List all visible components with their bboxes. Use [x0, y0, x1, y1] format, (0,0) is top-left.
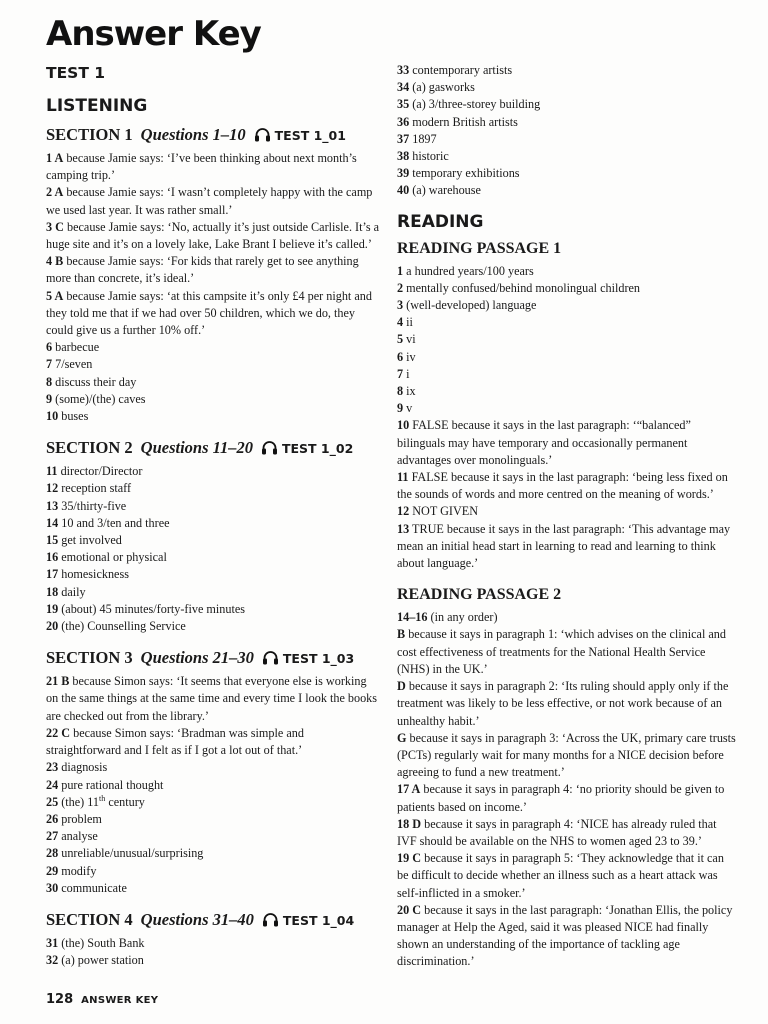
answer-number: 19 — [46, 601, 59, 616]
answer-text: because it says in paragraph 4: ‘no priority should be given to patients based on income.’ — [397, 782, 725, 814]
answer-number: 2 A — [46, 185, 64, 200]
answer-item — [397, 609, 737, 626]
section-4-continued — [397, 62, 737, 200]
answer-item — [46, 339, 380, 356]
answer-item — [46, 777, 380, 794]
answer-text: get involved — [58, 533, 122, 548]
answer-text: diagnosis — [58, 760, 108, 775]
page-number: 128 — [46, 992, 74, 1007]
answer-number: 34 — [397, 80, 410, 95]
answer-list — [46, 150, 380, 425]
listening-section — [46, 124, 380, 425]
audio-track-label: TEST 1_04 — [282, 912, 355, 928]
answer-item — [46, 863, 380, 880]
headphones-icon — [262, 650, 279, 665]
answer-text: ii — [403, 315, 413, 330]
answer-item — [46, 408, 380, 425]
answer-item — [397, 383, 737, 400]
answer-text: modern British artists — [409, 114, 518, 129]
section-label: SECTION 1 — [46, 125, 133, 144]
answer-number: 10 — [397, 418, 410, 433]
questions-range: Questions 21–30 — [140, 648, 254, 668]
audio-track-icon — [254, 126, 271, 148]
answer-item — [397, 816, 737, 850]
answer-text: 35/thirty-five — [58, 498, 127, 513]
left-column — [46, 62, 380, 969]
answer-item — [397, 626, 737, 678]
page-title: Answer Key — [46, 14, 261, 54]
headphones-icon — [254, 127, 271, 142]
answer-text: modify — [58, 863, 97, 878]
answer-text: FALSE because it says in the last paragraph: ‘being less fixed on the sounds of words and more centred on the meaning of words.’ — [397, 470, 728, 502]
reading-passage — [397, 238, 737, 573]
answer-number: 39 — [397, 166, 410, 181]
answer-number: 18 — [46, 584, 59, 599]
answer-text: (in any order) — [427, 610, 498, 625]
section-label: SECTION 2 — [46, 438, 133, 458]
audio-track-label: TEST 1_02 — [281, 441, 354, 457]
answer-number: 6 — [46, 340, 53, 355]
answer-number: 2 — [397, 280, 404, 295]
answer-text: buses — [58, 409, 89, 424]
answer-number: 25 — [46, 794, 59, 809]
answer-list — [46, 463, 380, 635]
answer-text: (the) Counselling Service — [58, 619, 186, 634]
answer-item — [46, 725, 380, 759]
answer-number: 27 — [46, 829, 59, 844]
answer-item — [46, 584, 380, 601]
answer-text: daily — [58, 584, 86, 599]
answer-number: 26 — [46, 811, 59, 826]
answer-number: 40 — [397, 183, 410, 198]
footer-label: ANSWER KEY — [81, 995, 159, 1006]
answer-text: because Jamie says: ‘No, actually it’s just outside Carlisle. It’s a huge site and it’s on a lovely lake, Lake Brant I believe it’s called.’ — [46, 219, 380, 252]
answer-item — [397, 503, 737, 520]
answer-text: 10 and 3/ten and three — [58, 515, 170, 530]
answer-number: 4 — [397, 315, 404, 330]
answer-item — [397, 96, 737, 113]
answer-number: 9 — [397, 401, 404, 416]
audio-track-icon — [261, 439, 278, 461]
answer-text: ix — [403, 384, 416, 399]
answer-item — [46, 673, 380, 725]
questions-range: Questions 31–40 — [140, 909, 254, 929]
answer-number: 31 — [46, 935, 59, 950]
answer-number: 11 — [46, 464, 58, 479]
answer-item — [46, 253, 380, 287]
section-heading-4 — [46, 909, 380, 933]
reading-passage — [397, 584, 737, 970]
answer-item — [46, 811, 380, 828]
answer-item — [397, 902, 737, 971]
answer-text: vi — [403, 332, 416, 347]
answer-text: historic — [409, 149, 449, 164]
reading-heading: READING — [397, 211, 484, 232]
answer-item — [397, 148, 737, 165]
answer-text: because it says in paragraph 2: ‘Its ruling should apply only if the treatment was likely to be less effective, or not work because of an unhealthy habit.’ — [397, 679, 729, 728]
answer-text: because Jamie says: ‘I’ve been thinking about next month’s camping trip.’ — [46, 151, 357, 183]
answer-text: v — [403, 401, 413, 416]
answer-number: 19 C — [397, 851, 422, 866]
answer-text: unreliable/unusual/surprising — [58, 846, 204, 861]
answer-number: 9 — [46, 391, 53, 406]
answer-number: 11 — [397, 470, 409, 485]
answer-item — [397, 678, 737, 730]
answer-text: i — [403, 366, 410, 381]
answer-text: (a) 3/three-storey building — [409, 97, 541, 112]
answer-text: TRUE because it says in the last paragraph: ‘This advantage may mean an initial head start in learning to read and learning to think about language.’ — [397, 521, 731, 571]
answer-text: a hundred years/100 years — [403, 263, 534, 278]
answer-item — [397, 850, 737, 902]
answer-number: 5 — [397, 332, 404, 347]
reading-passages — [397, 238, 737, 971]
answer-number: 20 C — [397, 902, 422, 917]
answer-text: pure rational thought — [58, 777, 164, 792]
answer-item — [46, 391, 380, 408]
answer-number: 20 — [46, 619, 59, 634]
answer-text: barbecue — [52, 340, 100, 355]
answer-text: director/Director — [57, 464, 143, 479]
answer-item — [397, 331, 737, 348]
section-heading-1 — [46, 124, 380, 148]
right-column — [397, 62, 737, 971]
answer-item — [397, 314, 737, 331]
passage-heading: READING PASSAGE 1 — [397, 239, 562, 257]
answer-item — [46, 532, 380, 549]
answer-item — [397, 400, 737, 417]
answer-number: 8 — [46, 374, 53, 389]
answer-item — [397, 114, 737, 131]
answer-text: contemporary artists — [409, 63, 513, 77]
audio-track-icon — [262, 649, 279, 671]
answer-number: 3 C — [46, 219, 64, 234]
answer-item — [46, 219, 380, 253]
answer-number: 14–16 — [397, 610, 428, 625]
questions-range: Questions 11–20 — [140, 438, 253, 458]
headphones-icon — [262, 912, 279, 927]
passage-heading: READING PASSAGE 2 — [397, 586, 562, 604]
answer-item — [397, 366, 737, 383]
answer-text: 7/seven — [52, 357, 93, 372]
answer-text: (a) warehouse — [409, 183, 481, 198]
answer-item — [397, 521, 737, 573]
answer-text: because Jamie says: ‘I wasn’t completely happy with the camp we used last year. It was rather small.’ — [46, 185, 373, 217]
answer-number: 10 — [46, 409, 59, 424]
answer-item — [46, 150, 380, 184]
answer-item — [46, 845, 380, 862]
answer-text: because it says in paragraph 3: ‘Across the UK, primary care trusts (PCTs) regularly wait for many months for a NICE decision before agreeing to fund a new treatment.’ — [397, 730, 736, 780]
answer-text: because it says in paragraph 4: ‘NICE has already ruled that IVF should be available on the NHS to women aged 23 to 39.’ — [397, 816, 717, 848]
answer-item — [397, 297, 737, 314]
answer-number: 38 — [397, 149, 410, 164]
listening-section — [46, 437, 380, 635]
listening-sections — [46, 124, 380, 969]
answer-number: 1 — [397, 263, 404, 278]
listening-heading: LISTENING — [46, 96, 148, 116]
answer-number: 6 — [397, 349, 404, 364]
answer-text: mentally confused/behind monolingual children — [403, 280, 641, 295]
answer-list — [46, 935, 380, 969]
answer-text: (about) 45 minutes/forty-five minutes — [58, 601, 246, 616]
answer-text: discuss their day — [52, 374, 137, 389]
answer-item — [397, 730, 737, 782]
answer-number: B — [397, 627, 406, 642]
answer-number: 37 — [397, 131, 410, 146]
answer-item — [397, 263, 737, 280]
audio-track-label: TEST 1_01 — [274, 128, 346, 143]
answer-text: (well-developed) language — [403, 298, 537, 313]
answer-item — [397, 469, 737, 503]
answer-item — [397, 165, 737, 182]
answer-item — [46, 356, 380, 373]
answer-number: 21 B — [46, 674, 70, 689]
answer-text: because Simon says: ‘Bradman was simple and straightforward and I felt as if I got a lot out of that.’ — [46, 725, 304, 758]
answer-item — [46, 935, 380, 952]
answer-item — [397, 131, 737, 148]
answer-text: (some)/(the) caves — [52, 391, 146, 406]
answer-item — [397, 79, 737, 96]
answer-number: 30 — [46, 880, 59, 895]
answer-item — [46, 952, 380, 969]
answer-number: 28 — [46, 846, 59, 861]
answer-number: 32 — [46, 953, 59, 968]
answer-text: problem — [58, 811, 102, 826]
answer-number: 7 — [397, 366, 404, 381]
answer-item — [46, 184, 380, 218]
answer-item — [46, 566, 380, 583]
answer-list — [46, 673, 380, 897]
answer-text: communicate — [58, 880, 127, 895]
answer-number: 35 — [397, 97, 410, 112]
answer-item — [397, 349, 737, 366]
answer-number: 1 A — [46, 151, 64, 165]
answer-item — [46, 374, 380, 391]
answer-number: 3 — [397, 298, 404, 313]
answer-item — [46, 549, 380, 566]
answer-text: iv — [403, 349, 416, 364]
section-label: SECTION 4 — [46, 909, 133, 929]
answer-item — [397, 781, 737, 815]
answer-number: 22 C — [46, 725, 71, 740]
answer-text: analyse — [58, 829, 98, 844]
answer-number: 17 A — [397, 782, 421, 797]
answer-number: 23 — [46, 760, 59, 775]
answer-text: reception staff — [58, 481, 132, 496]
answer-number: 7 — [46, 357, 53, 372]
section-heading-2 — [46, 437, 380, 461]
answer-text: because Jamie says: ‘at this campsite it’s only £4 per night and they told me that if we had over 50 children, which we do, they could give us a further 10% off.’ — [46, 288, 372, 338]
answer-number: 24 — [46, 777, 59, 792]
answer-number: 4 B — [46, 254, 64, 269]
answer-item — [46, 794, 380, 811]
answer-item — [46, 480, 380, 497]
answer-number: 17 — [46, 567, 59, 582]
listening-section — [46, 647, 380, 897]
audio-track-icon — [262, 911, 279, 933]
answer-item — [397, 280, 737, 297]
answer-item — [46, 463, 380, 480]
listening-section — [46, 909, 380, 969]
ordinal-suffix: th — [99, 793, 106, 803]
answer-item — [397, 182, 737, 199]
answer-item — [46, 880, 380, 897]
answer-number: G — [397, 730, 407, 745]
answer-text: temporary exhibitions — [409, 166, 520, 181]
answer-number: 36 — [397, 114, 410, 129]
answer-list — [397, 263, 737, 573]
answer-number: 14 — [46, 515, 59, 530]
section-label: SECTION 3 — [46, 648, 133, 668]
answer-text: because Simon says: ‘It seems that everyone else is working on the same things at the same time and every time I look the books are checked out from the library.’ — [46, 674, 378, 723]
answer-text: (a) power station — [58, 953, 144, 968]
answer-number: 8 — [397, 384, 404, 399]
answer-text: (the) 11th century — [58, 793, 145, 809]
answer-number: 16 — [46, 550, 59, 565]
answer-item — [397, 62, 737, 79]
answer-list — [397, 609, 737, 970]
answer-text: because it says in paragraph 1: ‘which advises on the clinical and cost effectiveness of treatments for the National Health Service (NHS) in the UK.’ — [397, 627, 726, 676]
answer-item — [46, 515, 380, 532]
answer-item — [46, 618, 380, 635]
answer-text: (the) South Bank — [58, 935, 145, 950]
answer-text: because Jamie says: ‘For kids that rarely get to see anything more than concrete, it’s ideal.’ — [46, 254, 359, 286]
audio-track-label: TEST 1_03 — [282, 651, 355, 667]
questions-range: Questions 1–10 — [140, 125, 246, 144]
answer-text: NOT GIVEN — [409, 504, 479, 519]
answer-number: 12 — [46, 481, 59, 496]
answer-item — [46, 288, 380, 340]
answer-number: 12 — [397, 504, 410, 519]
test-heading: TEST 1 — [46, 64, 106, 82]
answer-number: D — [397, 679, 406, 694]
answer-number: 18 D — [397, 816, 422, 831]
answer-number: 5 A — [46, 288, 64, 303]
answer-text: 1897 — [409, 131, 437, 146]
answer-number: 33 — [397, 63, 410, 77]
answer-item — [46, 828, 380, 845]
answer-item — [46, 759, 380, 776]
answer-number: 13 — [397, 521, 410, 536]
answer-text: (a) gasworks — [409, 80, 475, 95]
answer-number: 15 — [46, 533, 59, 548]
answer-number: 29 — [46, 863, 59, 878]
answer-text: FALSE because it says in the last paragraph: ‘“balanced” bilinguals may have temporary and occasionally permanent advantages over monolinguals.’ — [397, 418, 691, 467]
answer-item — [46, 601, 380, 618]
page-footer — [46, 988, 158, 1007]
answer-text: homesickness — [58, 567, 129, 582]
answer-item — [397, 417, 737, 469]
section-heading-3 — [46, 647, 380, 671]
headphones-icon — [261, 440, 278, 455]
answer-number: 13 — [46, 498, 59, 513]
answer-text: emotional or physical — [58, 550, 167, 565]
answer-text: because it says in the last paragraph: ‘Jonathan Ellis, the policy manager at Help the Aged, said it was pleased NICE had finally shown an understanding of the importance of tackling age discrimination.’ — [397, 902, 733, 969]
answer-item — [46, 498, 380, 515]
answer-text: because it says in paragraph 5: ‘They acknowledge that it can be difficult to decide whether an illness such as a heart attack was self-inflicted in a smoker.’ — [397, 851, 724, 900]
